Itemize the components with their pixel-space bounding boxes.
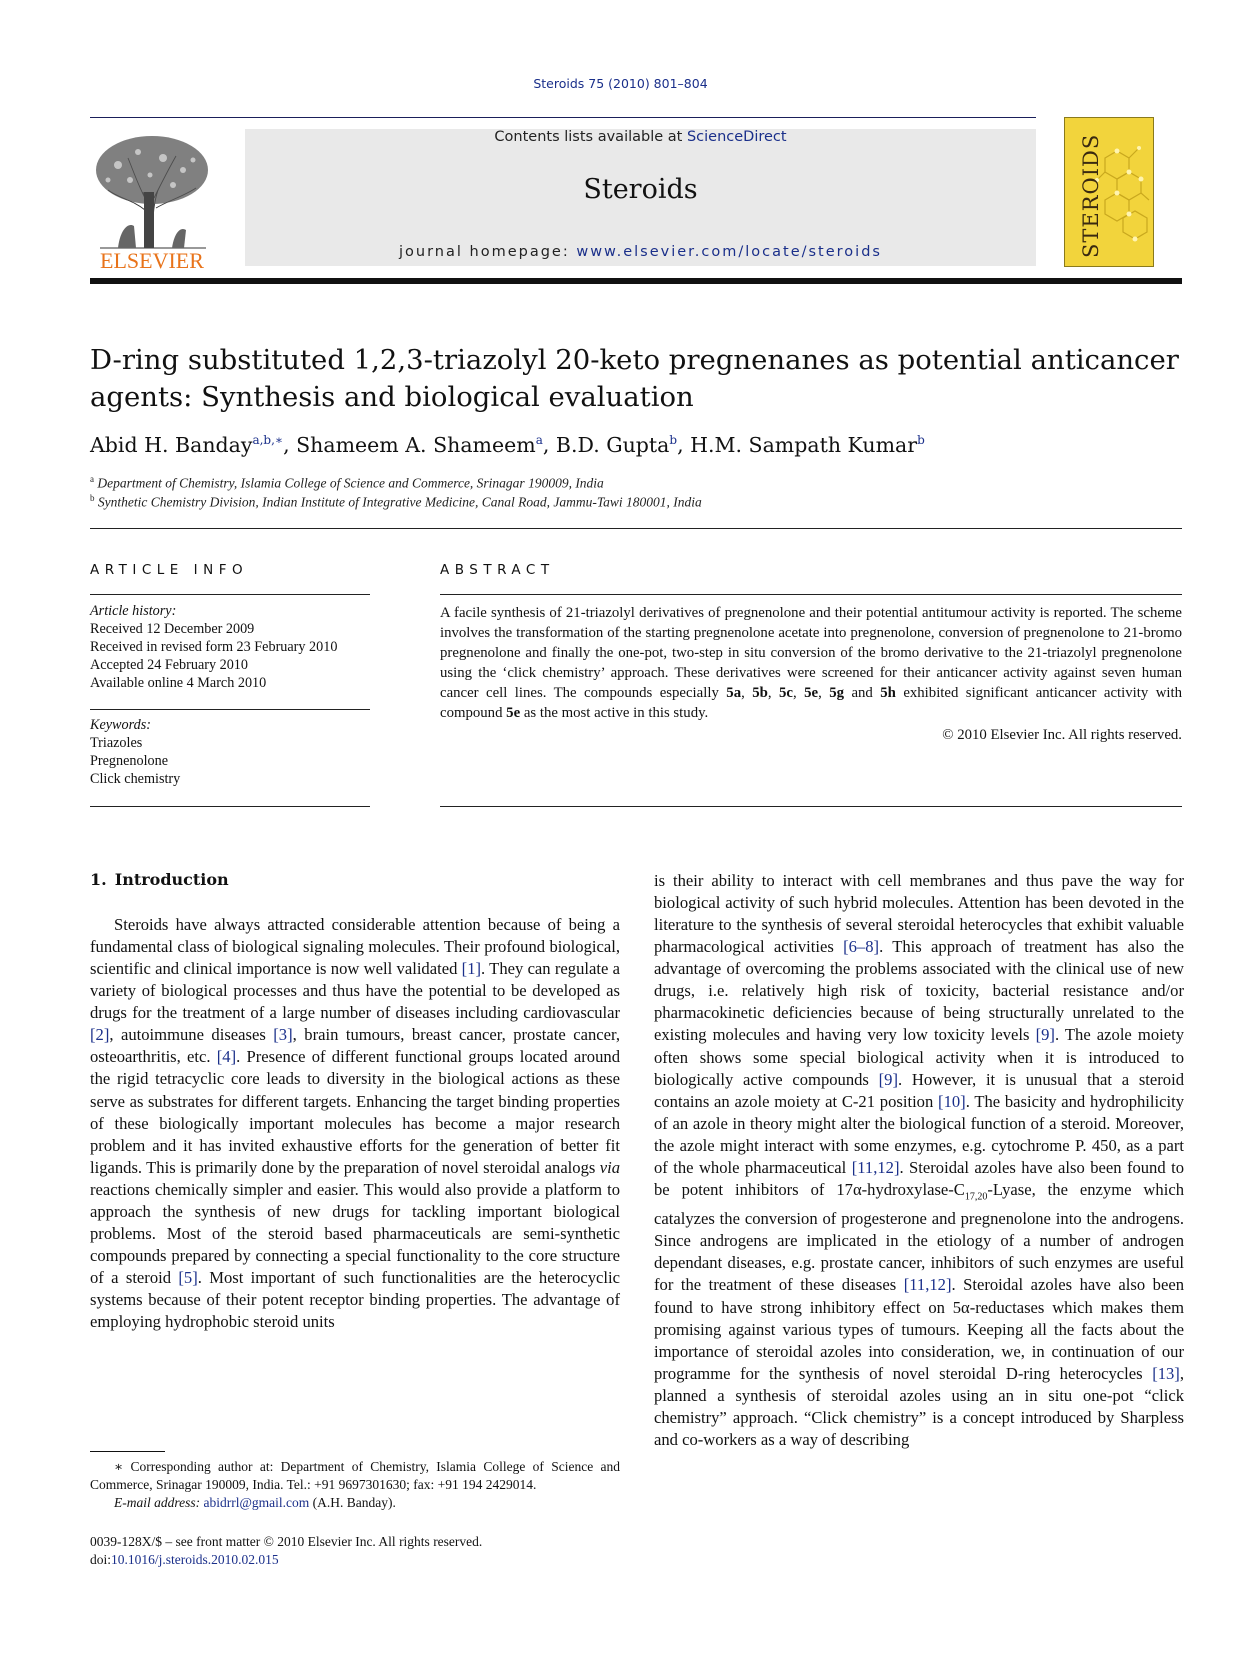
corresponding-author-footnote	[90, 1458, 620, 1513]
reference-link[interactable]: [3]	[273, 1025, 293, 1045]
author-2	[296, 433, 556, 457]
footnote-rule	[90, 1451, 165, 1452]
history-online: Available online 4 March 2010	[90, 675, 267, 691]
issn-line: 0039-128X/$ – see front matter © 2010 Elsevier Inc. All rights reserved.	[90, 1534, 483, 1549]
italic-term: via	[599, 1157, 620, 1177]
author-1	[90, 433, 296, 457]
contents-prefix: Contents lists available at	[494, 129, 687, 145]
text-segment: -Lyase, the enzyme which catalyzes the conversion of progesterone and pregnenolone into the androgens. Since androgens are implicated in the etiology of a number of androgen dependant diseases, e.g. prostate cancer, inhibitors of such enzymes are useful for the treatment of these diseases	[654, 1179, 1184, 1295]
author-separator: ,	[542, 433, 556, 457]
footnote-text: Corresponding author at: Department of Chemistry, Islamia College of Science and Commerce, Srinagar 190009, India. Tel.: +91 9697301630; fax: +91 194 2429014.	[90, 1459, 620, 1493]
text-segment: . This approach of treatment has also the advantage of overcoming the problems associated with the clinical use of new drugs, i.e. relatively high risk of toxicity, bacterial resistance and/or pharmacokinetic deficiencies because of being structurally unrelated to the existing molecules and having very low toxicity levels	[654, 937, 1184, 1045]
article-history	[90, 602, 337, 692]
affiliation-rule	[90, 528, 1182, 529]
history-accepted: Accepted 24 February 2010	[90, 657, 248, 673]
section-number: 1.	[90, 870, 107, 889]
body-column-right	[654, 870, 1184, 1451]
author-name: H.M. Sampath Kumar	[690, 433, 918, 457]
abstract-bottom-rule	[440, 806, 1182, 807]
text-segment: . The azole moiety often shows some special biological activity when it is introduced to biologically active compounds	[654, 1025, 1184, 1089]
affiliation-mark: a	[90, 474, 94, 484]
keywords	[90, 716, 180, 788]
journal-masthead	[245, 129, 1036, 266]
author-4	[690, 433, 925, 457]
author-name: Shameem A. Shameem	[296, 433, 536, 457]
section-title: Introduction	[114, 870, 229, 889]
keywords-label: Keywords:	[90, 717, 151, 733]
text-segment: . They can regulate a variety of biological processes and thus have the potential to be developed as drugs for the treatment of a large number of diseases including cardiovascular	[90, 959, 620, 1023]
reference-link[interactable]: [9]	[878, 1069, 898, 1089]
contents-line	[245, 129, 1036, 145]
journal-name: Steroids	[583, 174, 698, 205]
compound-label: 5a	[726, 685, 742, 702]
text-segment: . Presence of different functional groups located around the rigid tetracyclic core leads to diversity in the biological actions as these serve as substrates for different targets. Enhancing the target binding properties of these biologically important molecules has become a major research problem and it has invited exhaustive efforts for the generation of better fit ligands. This is primarily done by the preparation of novel steroidal analogs	[90, 1047, 620, 1177]
author-affil-mark[interactable]: a,b,∗	[252, 433, 284, 448]
cover-journal-title: STEROIDS	[1079, 133, 1103, 258]
email-owner: (A.H. Banday).	[309, 1495, 396, 1511]
text-segment: Steroids have always attracted considerable attention because of being a fundamental class of biological signaling molecules. Their profound biological, scientific and clinical importance is now well validated	[90, 915, 620, 979]
author-affil-mark[interactable]: a	[535, 433, 543, 448]
history-revised: Received in revised form 23 February 2010	[90, 639, 338, 655]
journal-cover-thumbnail	[1064, 117, 1154, 267]
email-label: E-mail address:	[114, 1495, 204, 1511]
compound-label: 5b	[752, 685, 768, 702]
journal-citation[interactable]: Steroids 75 (2010) 801–804	[533, 76, 708, 91]
keyword-item: Click chemistry	[90, 771, 181, 787]
article-info-heading: ARTICLE INFO	[90, 562, 249, 578]
text-segment: . Most important of such functionalities are the heterocyclic systems because of their potent receptor binding properties. The advantage of employing hydrophobic steroid units	[90, 1268, 621, 1332]
doi-link[interactable]: 10.1016/j.steroids.2010.02.015	[111, 1552, 279, 1567]
author-list	[90, 433, 925, 457]
history-label: Article history:	[90, 603, 177, 619]
abstract-segment: as the most active in this study.	[520, 705, 709, 722]
author-name: B.D. Gupta	[555, 433, 670, 457]
sciencedirect-link[interactable]: ScienceDirect	[686, 129, 787, 145]
reference-link[interactable]: [11,12]	[903, 1275, 952, 1295]
abstract-segment: exhibited significant anticancer activity with compound	[440, 685, 1183, 722]
text-segment: is their ability to interact with cell membranes and thus pave the way for biological activity of such hybrid molecules. Attention has been devoted in the literature to the synthesis of several steroidal heterocycles that exhibit valuable pharmacological activities	[654, 871, 1184, 957]
compound-label: 5e	[506, 705, 521, 722]
reference-link[interactable]: [13]	[1152, 1363, 1180, 1383]
text-segment: , brain tumours, breast cancer, prostate cancer, osteoarthritis, etc.	[90, 1025, 620, 1067]
reference-link[interactable]: [5]	[178, 1268, 198, 1287]
reference-link[interactable]: [1]	[461, 959, 482, 979]
text-segment: . However, it is unusual that a steroid contains an azole moiety at C-21 position	[654, 1069, 1184, 1111]
text-segment: . The basicity and hydrophilicity of an azole in theory might alter the biological function of a steroid. Moreover, the azole might interact with some enzymes, e.g. cytochrome P. 450, as a part of the whole pharmaceutical	[654, 1091, 1184, 1177]
keyword-item: Pregnenolone	[90, 753, 169, 769]
affiliation-mark: b	[90, 493, 95, 503]
reference-link[interactable]: [2]	[90, 1025, 110, 1045]
affiliation-text: Synthetic Chemistry Division, Indian Institute of Integrative Medicine, Canal Road, Jammu-Tawi 180001, India	[97, 494, 702, 510]
text-segment: , autoimmune diseases	[109, 1025, 274, 1045]
intro-paragraph-right	[654, 870, 1184, 1451]
reference-link[interactable]: [4]	[216, 1047, 237, 1067]
homepage-prefix: journal homepage:	[399, 244, 577, 260]
article-info-rule	[90, 594, 370, 595]
text-segment: . Steroidal azoles have also been found to be potent inhibitors of 17α-hydroxylase-C	[654, 1157, 1184, 1199]
email-link[interactable]: abidrrl@gmail.com	[203, 1495, 310, 1511]
abstract-text	[440, 603, 1182, 745]
history-received: Received 12 December 2009	[90, 621, 255, 637]
article-info-bottom-rule	[90, 806, 370, 807]
footnote-mark: ∗	[114, 1459, 124, 1474]
affiliation-a	[90, 474, 604, 492]
author-3	[556, 433, 690, 457]
article-title: D-ring substituted 1,2,3-triazolyl 20-keto pregnenanes as potential anticancer agents: Synthesis and biological evaluation	[90, 344, 1179, 413]
abstract-copyright: © 2010 Elsevier Inc. All rights reserved.	[942, 726, 1182, 743]
journal-homepage-link[interactable]: www.elsevier.com/locate/steroids	[576, 244, 882, 260]
front-matter	[90, 1533, 482, 1569]
intro-paragraph-left	[90, 914, 620, 1333]
abstract-segment: A facile synthesis of 21-triazolyl derivatives of pregnenolone and their potential antitumour activity is reported. The scheme involves the transformation of the starting pregnenolone acetate into pregnenolone, conversion of pregnenolone to 21-bromo pregnenolone and finally the one-pot, two-step in situ conversion of the bromo derivative to the 21-triazolyl pregnenolone using the ‘click chemistry’ approach. These derivatives were screened for their anticancer activity against seven human cancer cell lines. The compounds especially	[440, 605, 1182, 702]
author-separator: ,	[677, 433, 691, 457]
text-segment: reactions chemically simpler and easier. This would also provide a platform to approach the synthesis of new drugs for tackling important biological problems. Most of the steroid based pharmaceuticals are semi-synthetic compounds prepared by connecting a special functionality to the core structure of a steroid	[90, 1179, 620, 1287]
text-segment: , planned a synthesis of steroidal azoles using an in situ one-pot “click chemistry” approach. “Click chemistry” is a concept introduced by Sharpless and co-workers as a way of describing	[654, 1363, 1184, 1449]
elsevier-wordmark: ELSEVIER	[100, 248, 204, 273]
reference-link[interactable]: [11,12]	[851, 1157, 900, 1177]
keyword-item: Triazoles	[90, 735, 143, 751]
subscript: 17,20	[964, 1191, 988, 1203]
reference-link[interactable]: [9]	[1035, 1025, 1055, 1045]
author-name: Abid H. Banday	[90, 433, 253, 457]
compound-label: 5h	[880, 685, 896, 702]
text-segment: . Steroidal azoles have also been found to have strong inhibitory effect on 5α-reductases which makes them promising against various types of tumours. Keeping all the facts about the importance of steroidal azoles into consideration, we, in continuation of our programme for the synthesis of novel steroidal D-ring heterocycles	[654, 1275, 1184, 1383]
section-heading-introduction	[90, 870, 229, 889]
compound-label: 5g	[829, 685, 845, 702]
abstract-heading: ABSTRACT	[440, 562, 555, 578]
keywords-rule	[90, 709, 370, 710]
header-thick-rule	[90, 278, 1182, 284]
author-affil-mark[interactable]: b	[669, 433, 678, 448]
reference-link[interactable]: [10]	[938, 1091, 966, 1111]
author-separator: ,	[283, 433, 297, 457]
compound-label: 5e	[804, 685, 819, 702]
homepage-line	[245, 244, 1036, 260]
affiliation-b	[90, 493, 702, 511]
body-column-left	[90, 914, 620, 1333]
affiliation-text: Department of Chemistry, Islamia College of Science and Commerce, Srinagar 190009, India	[97, 475, 604, 491]
header-top-rule	[90, 117, 1036, 118]
doi-line	[90, 1551, 482, 1569]
reference-link[interactable]: [6–8]	[843, 937, 880, 957]
abstract-paragraph: A facile synthesis of 21-triazolyl derivatives of pregnenolone and their potential antitumour activity is reported. The scheme involves the transformation of the starting pregnenolone acetate into pregnenolone, conversion of pregnenolone to 21-bromo pregnenolone and finally the one-pot, two-step in situ conversion of the bromo derivative to the 21-triazolyl pregnenolone using the ‘click chemistry’ approach. These derivatives were screened for their anticancer activity against seven human cancer cell lines. The compounds especially 5a, 5b, 5c, 5e, 5g and 5h exhibited significant anticancer activity with compound 5e as the most active in this study.	[440, 605, 1183, 722]
doi-prefix: doi:	[90, 1552, 112, 1567]
author-affil-mark[interactable]: b	[917, 433, 925, 448]
compound-label: 5c	[779, 685, 793, 702]
abstract-rule	[440, 594, 1182, 595]
